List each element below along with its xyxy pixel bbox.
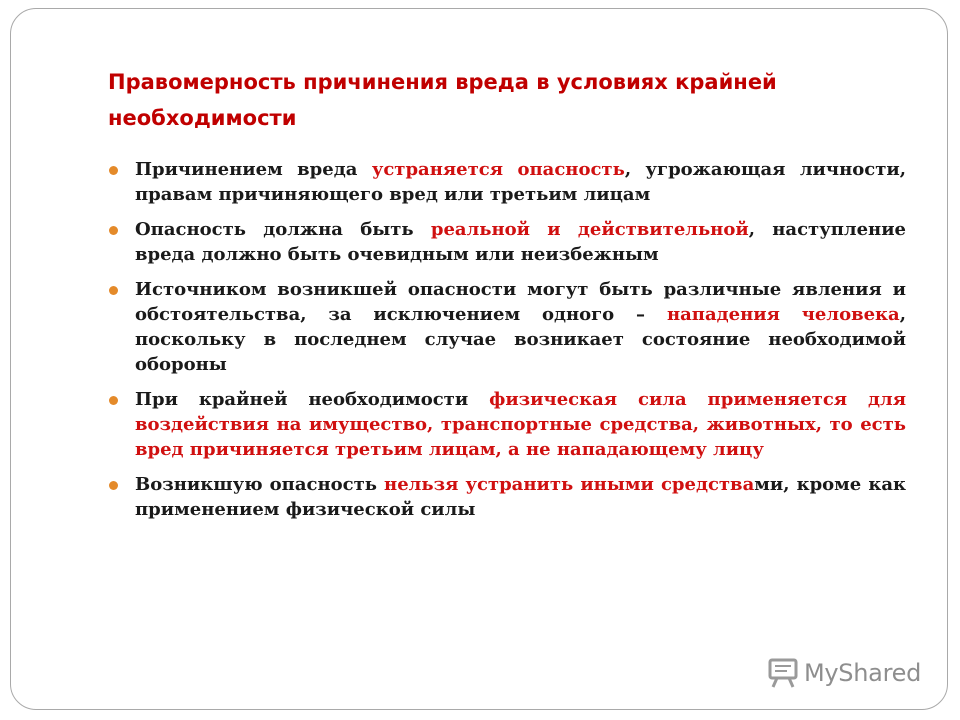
bullet-text: ми, кроме как применением физической силы	[135, 474, 906, 520]
myshared-logo[interactable]	[766, 656, 921, 690]
bullet-text: Опасность должна быть	[135, 219, 431, 240]
bullet-item	[108, 277, 906, 377]
bullet-item	[108, 157, 906, 207]
bullet-text: , наступление вреда должно быть очевидным или неизбежным	[135, 219, 907, 265]
bullet-item	[108, 387, 906, 462]
bullet-highlight: физическая сила применяется для воздействия на имущество, транспортные средства, животных, то есть вред причиняется третьим лицам, а не нападающему лицу	[135, 389, 906, 460]
bullet-text: Причинением вреда	[135, 159, 372, 180]
bullet-text: , поскольку в последнем случае возникает состояние необходимой обороны	[135, 304, 906, 375]
bullet-text: При крайней необходимости	[135, 389, 490, 410]
bullet-text: Возникшую опасность	[135, 474, 385, 495]
watermark-text: MyShared	[804, 659, 922, 687]
bullet-text: Источником возникшей опасности могут быть различные явления и обстоятельства, за исключением одного –	[135, 279, 906, 325]
bullet-highlight: нападения человека	[666, 304, 900, 325]
bullet-list	[108, 157, 906, 532]
bullet-item	[108, 217, 906, 267]
slide-title: Правомерность причинения вреда в условиях крайней необходимости	[108, 70, 777, 130]
bullet-item	[108, 472, 906, 522]
bullet-highlight: устраняется опасность	[371, 159, 625, 180]
bullet-text: , угрожающая личности, правам причиняющего вред или третьим лицам	[135, 159, 906, 205]
bullet-highlight: нельзя устранить иными средства	[384, 474, 755, 495]
presentation-board-icon	[766, 656, 800, 690]
bullet-highlight: реальной и действительной	[430, 219, 749, 240]
